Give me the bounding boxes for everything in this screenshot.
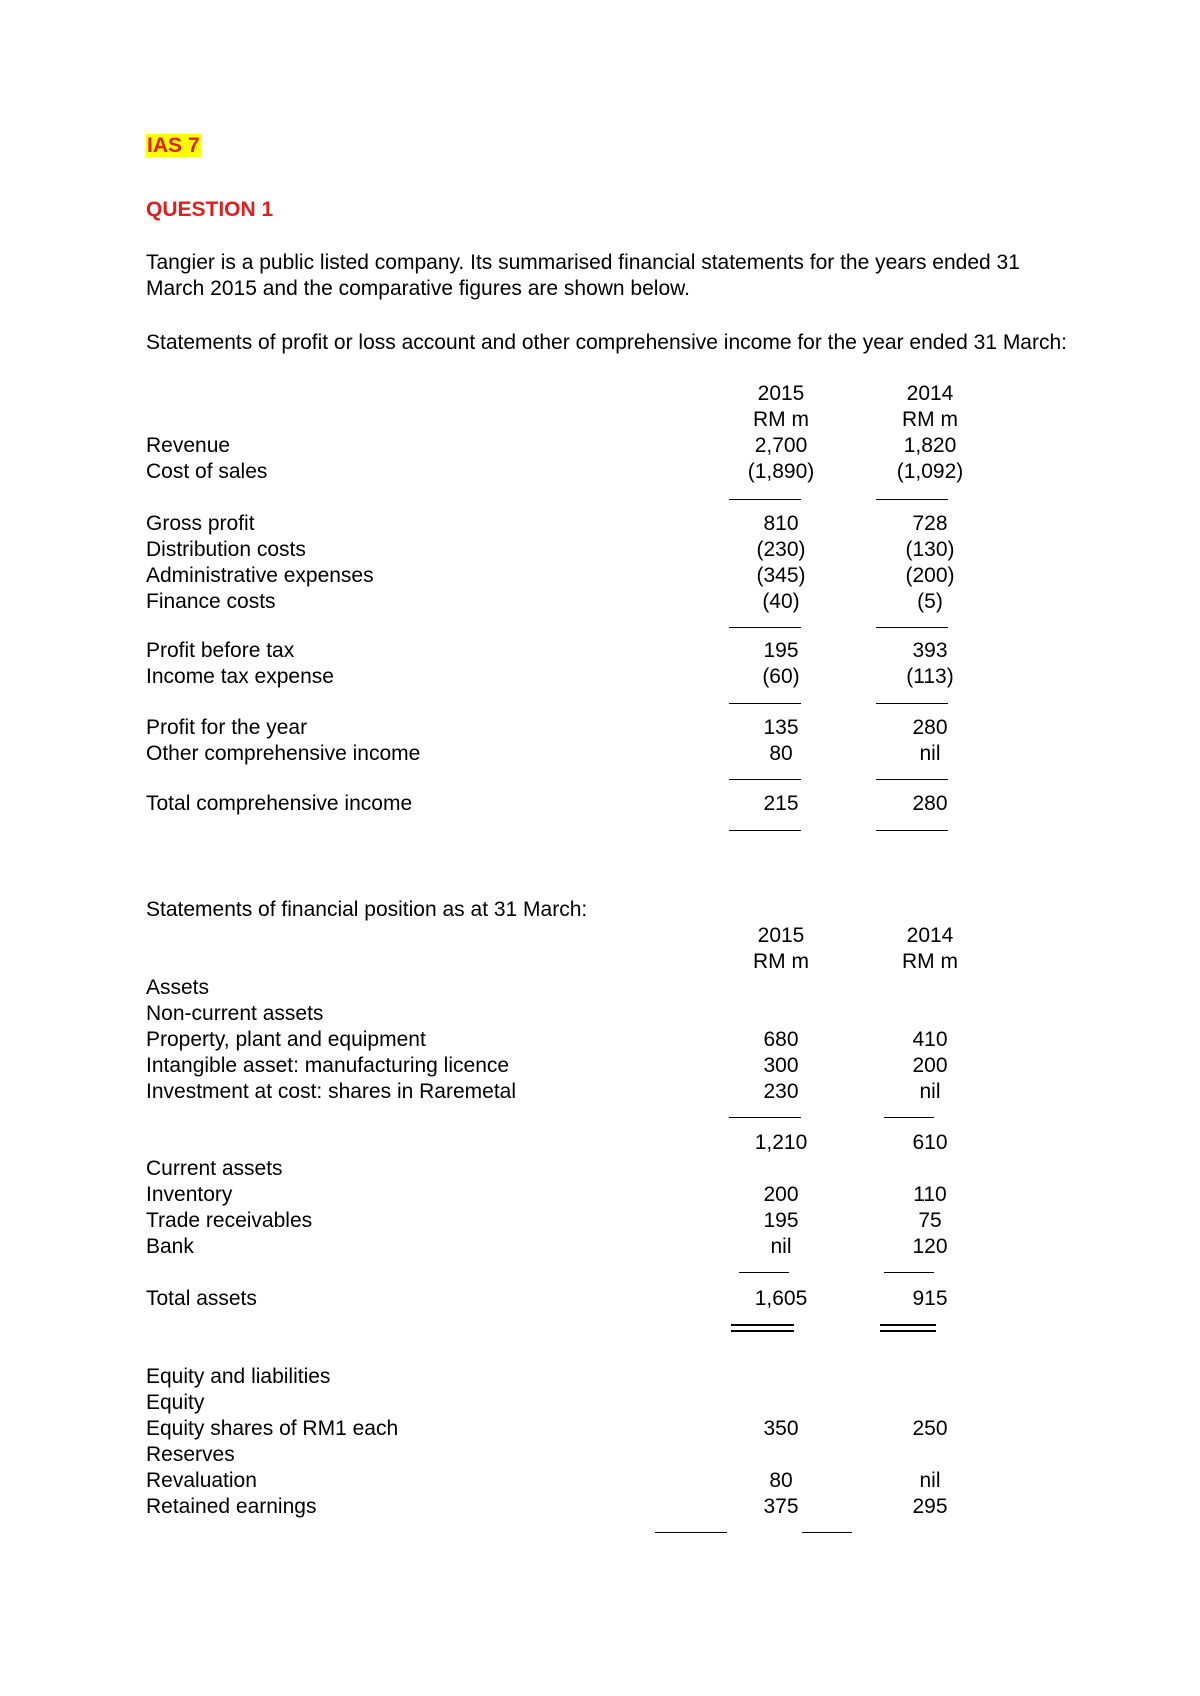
value-2015: 350 xyxy=(763,1417,799,1440)
section-label: Equity and liabilities xyxy=(146,1365,331,1388)
value-2014: 280 xyxy=(912,792,948,815)
row-label: Trade receivables xyxy=(146,1209,313,1232)
row-label: Profit for the year xyxy=(146,716,308,739)
pl-row-profit-for-year xyxy=(146,715,1046,741)
value-2015: 2,700 xyxy=(754,434,808,457)
row-label: Finance costs xyxy=(146,590,276,613)
sfp-ca-label xyxy=(146,1156,1046,1182)
underline xyxy=(729,499,801,500)
sfp-row-revaluation xyxy=(146,1468,1046,1494)
value-2015: 80 xyxy=(769,1469,793,1492)
value-2015: 680 xyxy=(763,1028,799,1051)
sfp-row-intangible xyxy=(146,1053,1046,1079)
pl-row-cost-of-sales xyxy=(146,459,1046,485)
underline xyxy=(655,1532,727,1533)
underline xyxy=(729,830,801,831)
row-label: Retained earnings xyxy=(146,1495,317,1518)
sfp-row-nca-total xyxy=(146,1130,1046,1156)
sfp-year-2014: 2014 xyxy=(906,924,954,947)
pl-row-profit-before-tax xyxy=(146,638,1046,664)
pl-row-income-tax xyxy=(146,664,1046,690)
pl-year-2015: 2015 xyxy=(757,382,805,405)
underline xyxy=(729,627,801,628)
sfp-unit-2015: RM m xyxy=(753,950,809,973)
sfp-reserves-label xyxy=(146,1442,1046,1468)
value-2015: 300 xyxy=(763,1054,799,1077)
underline xyxy=(876,779,948,780)
section-label: Non-current assets xyxy=(146,1002,324,1025)
value-2014: 75 xyxy=(918,1209,942,1232)
value-2014: 120 xyxy=(912,1235,948,1258)
value-2015: 375 xyxy=(763,1495,799,1518)
row-label: Intangible asset: manufacturing licence xyxy=(146,1054,510,1077)
pl-unit-header xyxy=(146,407,1046,433)
sfp-row-bank xyxy=(146,1234,1046,1260)
underline xyxy=(729,703,801,704)
value-2015: 200 xyxy=(763,1183,799,1206)
value-2015: 230 xyxy=(763,1080,799,1103)
sfp-unit-2014: RM m xyxy=(902,950,958,973)
sfp-year-header xyxy=(146,923,1046,949)
value-2015: (1,890) xyxy=(747,460,815,483)
value-2014: 280 xyxy=(912,716,948,739)
row-label: Total assets xyxy=(146,1287,257,1310)
value-2014: nil xyxy=(919,742,941,765)
value-2015: 215 xyxy=(763,792,799,815)
value-2014: 610 xyxy=(912,1131,948,1154)
row-label: Investment at cost: shares in Raremetal xyxy=(146,1080,516,1103)
underline xyxy=(884,1272,934,1273)
underline xyxy=(876,703,948,704)
value-2014: 393 xyxy=(912,639,948,662)
row-label: Inventory xyxy=(146,1183,233,1206)
underline xyxy=(739,1272,789,1273)
sfp-row-retained-earnings xyxy=(146,1494,1046,1520)
value-2015: 810 xyxy=(763,512,799,535)
row-label: Distribution costs xyxy=(146,538,306,561)
pl-row-finance-costs xyxy=(146,589,1046,615)
value-2014: (5) xyxy=(917,590,943,613)
pl-unit-2014: RM m xyxy=(902,408,958,431)
value-2015: 135 xyxy=(763,716,799,739)
sfp-el-label xyxy=(146,1364,1046,1390)
sfp-unit-header xyxy=(146,949,1046,975)
sfp-row-share-capital xyxy=(146,1416,1046,1442)
sfp-row-ppe xyxy=(146,1027,1046,1053)
sfp-heading-text: Statements of financial position as at 31 March: xyxy=(146,898,588,921)
row-label: Revaluation xyxy=(146,1469,257,1492)
value-2014: 410 xyxy=(912,1028,948,1051)
value-2014: 728 xyxy=(912,512,948,535)
value-2014: nil xyxy=(919,1080,941,1103)
value-2014: 250 xyxy=(912,1417,948,1440)
row-label: Equity shares of RM1 each xyxy=(146,1417,399,1440)
row-label: Revenue xyxy=(146,434,231,457)
row-label: Profit before tax xyxy=(146,639,295,662)
row-label: Bank xyxy=(146,1235,194,1258)
pl-row-revenue xyxy=(146,433,1046,459)
value-2015: 195 xyxy=(763,639,799,662)
underline xyxy=(729,779,801,780)
intro-paragraph: Tangier is a public listed company. Its summarised financial statements for the years ended 31 March 2015 and the comparative figures are shown below. xyxy=(146,251,1020,300)
section-label: Equity xyxy=(146,1391,205,1414)
row-label: Cost of sales xyxy=(146,460,268,483)
pl-heading: Statements of profit or loss account and other comprehensive income for the year ended 31 March: xyxy=(146,331,1067,354)
row-label: Property, plant and equipment xyxy=(146,1028,426,1051)
sfp-year-2015: 2015 xyxy=(757,924,805,947)
row-label: Administrative expenses xyxy=(146,564,374,587)
section-label: Reserves xyxy=(146,1443,235,1466)
value-2014: 200 xyxy=(912,1054,948,1077)
row-label: Total comprehensive income xyxy=(146,792,413,815)
value-2014: (1,092) xyxy=(896,460,964,483)
question-heading: QUESTION 1 xyxy=(146,198,274,221)
underline xyxy=(876,627,948,628)
sfp-nca-label xyxy=(146,1001,1046,1027)
sfp-row-inventory xyxy=(146,1182,1046,1208)
double-underline xyxy=(880,1324,936,1332)
section-label: Assets xyxy=(146,976,210,999)
value-2014: 110 xyxy=(913,1183,947,1206)
underline xyxy=(884,1117,934,1118)
section-label: Current assets xyxy=(146,1157,283,1180)
value-2015: (60) xyxy=(762,665,800,688)
value-2015: 1,210 xyxy=(754,1131,808,1154)
underline xyxy=(802,1532,852,1533)
doc-title-highlight: IAS 7 xyxy=(147,134,200,157)
pl-row-distribution-costs xyxy=(146,537,1046,563)
value-2015: (230) xyxy=(756,538,806,561)
doc-title xyxy=(146,134,201,158)
row-label: Income tax expense xyxy=(146,665,334,688)
value-2015: (40) xyxy=(762,590,800,613)
value-2015: 80 xyxy=(769,742,793,765)
pl-unit-2015: RM m xyxy=(753,408,809,431)
value-2015: 195 xyxy=(763,1209,799,1232)
pl-row-gross-profit xyxy=(146,511,1046,537)
sfp-row-investment xyxy=(146,1079,1046,1105)
value-2014: (200) xyxy=(905,564,955,587)
value-2015: nil xyxy=(770,1235,792,1258)
value-2014: 1,820 xyxy=(903,434,957,457)
value-2015: (345) xyxy=(756,564,806,587)
value-2014: nil xyxy=(919,1469,941,1492)
sfp-row-trade-receivables xyxy=(146,1208,1046,1234)
pl-row-oci xyxy=(146,741,1046,767)
pl-year-2014: 2014 xyxy=(906,382,954,405)
pl-row-admin-expenses xyxy=(146,563,1046,589)
value-2014: (113) xyxy=(906,665,954,688)
sfp-equity-label xyxy=(146,1390,1046,1416)
sfp-assets-label xyxy=(146,975,1046,1001)
pl-row-total-ci xyxy=(146,791,1046,817)
underline xyxy=(876,499,948,500)
double-underline xyxy=(731,1324,794,1332)
underline xyxy=(729,1117,801,1118)
sfp-row-total-assets xyxy=(146,1286,1046,1312)
underline xyxy=(876,830,948,831)
value-2014: 915 xyxy=(912,1287,948,1310)
row-label: Gross profit xyxy=(146,512,255,535)
value-2015: 1,605 xyxy=(754,1287,808,1310)
value-2014: (130) xyxy=(905,538,955,561)
row-label: Other comprehensive income xyxy=(146,742,421,765)
value-2014: 295 xyxy=(912,1495,948,1518)
pl-year-header xyxy=(146,381,1046,407)
sfp-heading xyxy=(146,897,1046,923)
